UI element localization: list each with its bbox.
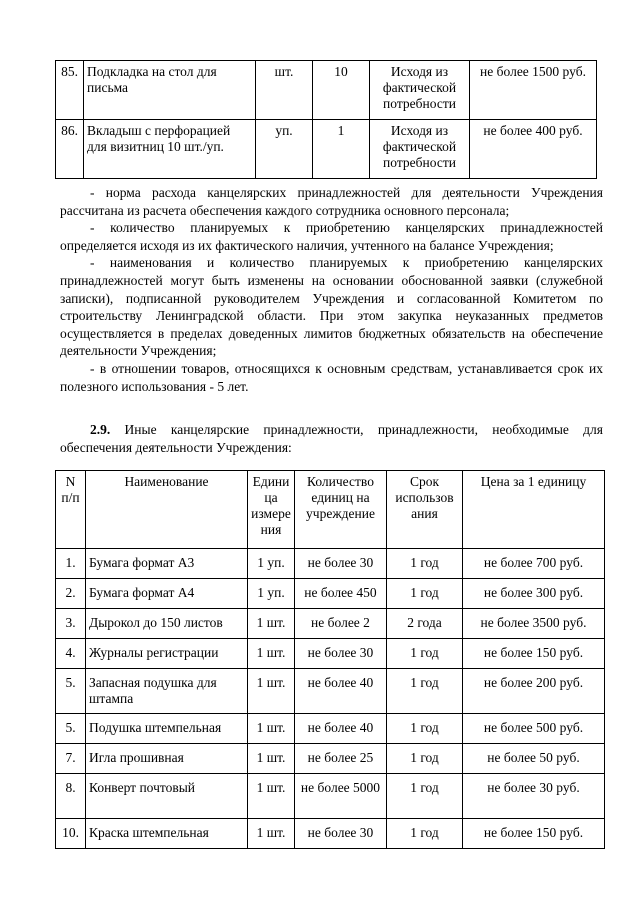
norm-paragraph: - количество планируемых к приобретению канцелярских принадлежностей определяется исходя из их фактического наличия, учтенного на балансе Учреждения;: [60, 220, 603, 253]
main-table-body: [56, 549, 605, 849]
norm-paragraph: - наименования и количество планируемых к приобретению канцелярских принадлежностей могут быть изменены на основании обоснованной заявки (служебной записки), подписанной руководителем Учреждения и согласованной Комитетом по строительству Ленинградской области. При этом закупка неуказанных предметов осуществляется в пределах доведенных лимитов бюджетных обязательств на обеспечение деятельности Учреждения;: [60, 255, 603, 359]
cell-num: 86.: [56, 120, 84, 179]
cell-qty: не более 30: [295, 639, 387, 669]
cell-name: Конверт почтовый: [86, 774, 248, 819]
table-row: [56, 120, 597, 179]
cell-name: Запасная подушка для штампа: [86, 669, 248, 714]
header-qty: Количество единиц на учреждение: [295, 471, 387, 549]
cell-num: 2.: [56, 579, 86, 609]
cell-unit: 1 уп.: [248, 549, 295, 579]
cell-price: не более 50 руб.: [463, 744, 605, 774]
header-unit: Едини ца измере ния: [248, 471, 295, 549]
cell-price: не более 300 руб.: [463, 579, 605, 609]
cell-term: 1 год: [387, 744, 463, 774]
cell-qty: не более 25: [295, 744, 387, 774]
cell-name: Подкладка на стол для письма: [84, 61, 256, 120]
cell-num: 5.: [56, 714, 86, 744]
section-text: Иные канцелярские принадлежности, принадлежности, необходимые для обеспечения деятельности Учреждения:: [60, 422, 603, 455]
cell-unit: шт.: [256, 61, 313, 120]
cell-term: 1 год: [387, 579, 463, 609]
cell-price: не более 400 руб.: [470, 120, 597, 179]
header-num: N п/п: [56, 471, 86, 549]
cell-price: не более 150 руб.: [463, 639, 605, 669]
cell-term: 1 год: [387, 549, 463, 579]
cell-term: 1 год: [387, 639, 463, 669]
table-row: [56, 744, 605, 774]
header-price: Цена за 1 единицу: [463, 471, 605, 549]
cell-qty: 10: [313, 61, 370, 120]
cell-unit: 1 шт.: [248, 744, 295, 774]
cell-name: Дырокол до 150 листов: [86, 609, 248, 639]
cell-num: 3.: [56, 609, 86, 639]
cell-price: не более 150 руб.: [463, 819, 605, 849]
table-row: [56, 609, 605, 639]
main-table-header: [56, 471, 605, 549]
norms-text: [60, 184, 603, 395]
section-number: 2.9.: [90, 422, 111, 437]
cell-term: 1 год: [387, 774, 463, 819]
cell-unit: 1 шт.: [248, 714, 295, 744]
section-heading: [60, 421, 603, 456]
cell-price: не более 1500 руб.: [470, 61, 597, 120]
cell-price: не более 200 руб.: [463, 669, 605, 714]
table-row: [56, 669, 605, 714]
cell-unit: 1 шт.: [248, 669, 295, 714]
cell-qty: не более 30: [295, 549, 387, 579]
table-row: [56, 819, 605, 849]
cell-unit: 1 шт.: [248, 609, 295, 639]
cell-name: Бумага формат А4: [86, 579, 248, 609]
cell-unit: уп.: [256, 120, 313, 179]
cell-price: не более 500 руб.: [463, 714, 605, 744]
cell-price: не более 30 руб.: [463, 774, 605, 819]
cell-term: 1 год: [387, 819, 463, 849]
cell-num: 8.: [56, 774, 86, 819]
table-row: [56, 549, 605, 579]
cell-name: Игла прошивная: [86, 744, 248, 774]
table-row: [56, 714, 605, 744]
cell-num: 85.: [56, 61, 84, 120]
cell-qty: не более 450: [295, 579, 387, 609]
cell-term: 2 года: [387, 609, 463, 639]
cell-term: 1 год: [387, 714, 463, 744]
top-table: [55, 60, 597, 179]
header-name: Наименование: [86, 471, 248, 549]
cell-unit: 1 шт.: [248, 639, 295, 669]
cell-unit: 1 уп.: [248, 579, 295, 609]
cell-term: Исходя из фактической потребности: [370, 61, 470, 120]
cell-num: 1.: [56, 549, 86, 579]
norm-paragraph: - в отношении товаров, относящихся к основным средствам, устанавливается срок их полезного использования - 5 лет.: [60, 360, 603, 394]
table-row: [56, 579, 605, 609]
cell-name: Краска штемпельная: [86, 819, 248, 849]
cell-name: Вкладыш с перфорацией для визитниц 10 шт./уп.: [84, 120, 256, 179]
cell-name: Журналы регистрации: [86, 639, 248, 669]
table-row: [56, 774, 605, 819]
cell-price: не более 3500 руб.: [463, 609, 605, 639]
table-row: [56, 639, 605, 669]
cell-qty: не более 30: [295, 819, 387, 849]
cell-num: 4.: [56, 639, 86, 669]
cell-price: не более 700 руб.: [463, 549, 605, 579]
cell-num: 10.: [56, 819, 86, 849]
cell-qty: не более 40: [295, 669, 387, 714]
cell-unit: 1 шт.: [248, 774, 295, 819]
cell-name: Подушка штемпельная: [86, 714, 248, 744]
table-row: [56, 61, 597, 120]
cell-qty: не более 2: [295, 609, 387, 639]
cell-qty: не более 5000: [295, 774, 387, 819]
norm-paragraph: - норма расхода канцелярских принадлежностей для деятельности Учреждения рассчитана из расчета обеспечения каждого сотрудника основного персонала;: [60, 185, 603, 218]
main-table: [55, 470, 605, 849]
cell-term: Исходя из фактической потребности: [370, 120, 470, 179]
cell-term: 1 год: [387, 669, 463, 714]
cell-qty: не более 40: [295, 714, 387, 744]
cell-name: Бумага формат А3: [86, 549, 248, 579]
cell-num: 7.: [56, 744, 86, 774]
header-term: Срок использов ания: [387, 471, 463, 549]
cell-num: 5.: [56, 669, 86, 714]
cell-unit: 1 шт.: [248, 819, 295, 849]
cell-qty: 1: [313, 120, 370, 179]
top-table-body: [56, 61, 597, 179]
